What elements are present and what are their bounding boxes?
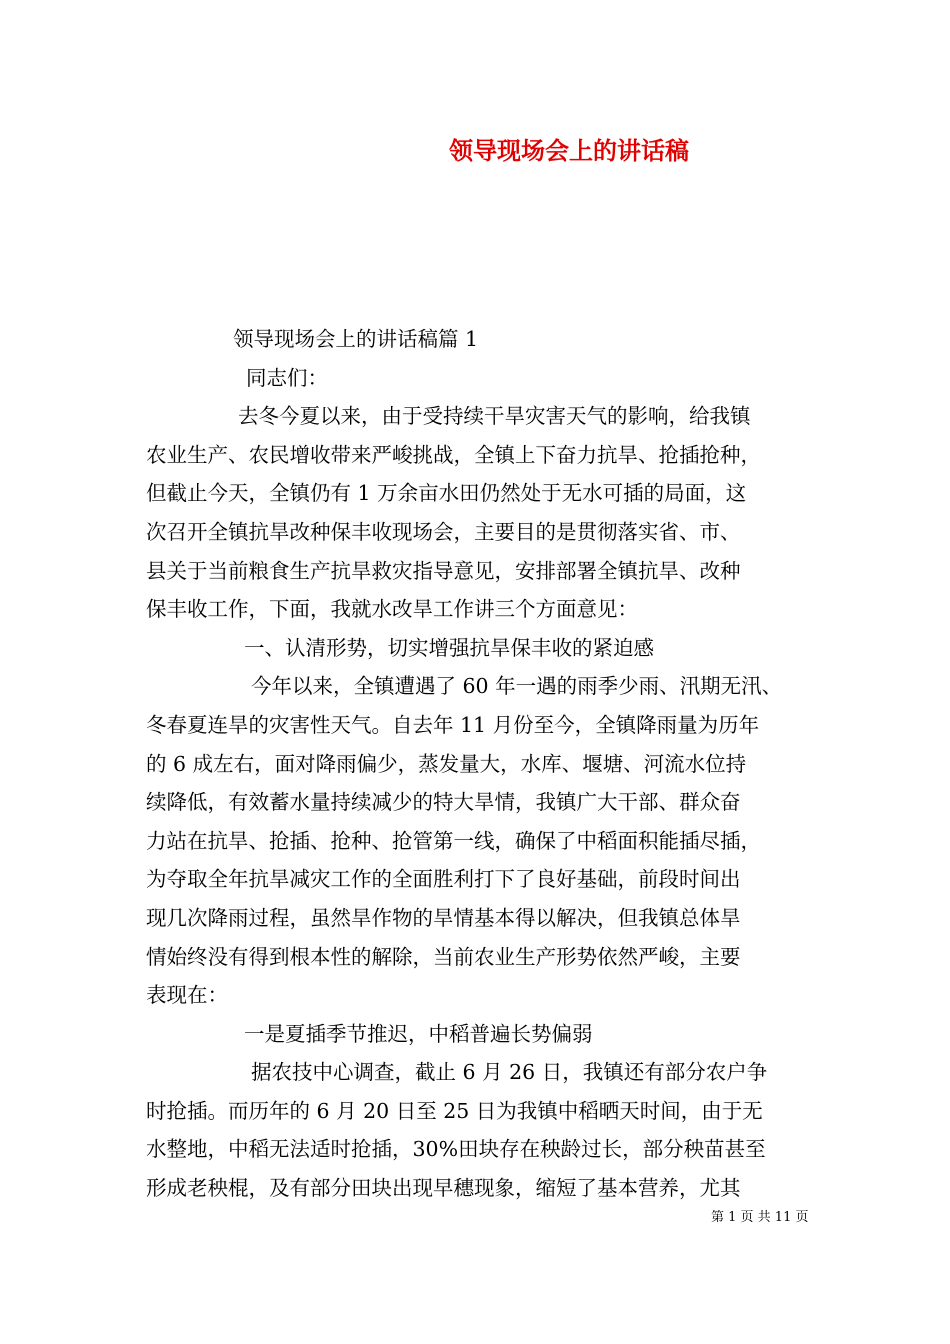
paragraph-line: 形成老秧棍，及有部分田块出现早穗现象，缩短了基本营养，尤其 — [146, 1176, 741, 1201]
paragraph-line: 现几次降雨过程，虽然旱作物的旱情基本得以解决，但我镇总体旱 — [146, 905, 741, 930]
paragraph-line: 次召开全镇抗旱改种保丰收现场会，主要目的是贯彻落实省、市、 — [146, 519, 741, 544]
paragraph-line: 为夺取全年抗旱减灾工作的全面胜利打下了良好基础，前段时间出 — [146, 867, 741, 892]
paragraph-line: 去冬今夏以来，由于受持续干旱灾害天气的影响，给我镇 — [238, 404, 751, 429]
page-footer: 第 1 页 共 11 页 — [711, 1210, 809, 1225]
document-body — [146, 320, 811, 1208]
paragraph-line: 的 6 成左右，面对降雨偏少，蒸发量大，水库、堰塘、河流水位持 — [146, 751, 747, 776]
paragraph-line: 水整地，中稻无法适时抢插，30%田块存在秧龄过长，部分秧苗甚至 — [146, 1137, 766, 1162]
paragraph-line: 冬春夏连旱的灾害性天气。自去年 11 月份至今，全镇降雨量为历年 — [146, 712, 760, 737]
paragraph-line: 农业生产、农民增收带来严峻挑战，全镇上下奋力抗旱、抢插抢种， — [146, 442, 761, 467]
paragraph-line: 表现在： — [146, 983, 228, 1008]
paragraph-line: 情始终没有得到根本性的解除，当前农业生产形势依然严峻，主要 — [146, 944, 741, 969]
subsection-heading: 一、认清形势，切实增强抗旱保丰收的紧迫感 — [244, 635, 654, 660]
paragraph-line: 力站在抗旱、抢插、抢种、抢管第一线，确保了中稻面积能插尽插， — [146, 828, 761, 853]
document-title: 领导现场会上的讲话稿 — [449, 136, 689, 165]
section-heading: 领导现场会上的讲话稿篇 1 — [233, 327, 479, 351]
paragraph-line: 时抢插。而历年的 6 月 20 日至 25 日为我镇中稻晒天时间，由于无 — [146, 1098, 763, 1123]
paragraph-line: 保丰收工作，下面，我就水改旱工作讲三个方面意见： — [146, 597, 638, 622]
paragraph-line: 今年以来，全镇遭遇了 60 年一遇的雨季少雨、汛期无汛、 — [251, 674, 783, 699]
paragraph-line: 但截止今天，全镇仍有 1 万余亩水田仍然处于无水可插的局面，这 — [146, 481, 747, 506]
salutation: 同志们： — [246, 365, 328, 390]
paragraph-line: 续降低，有效蓄水量持续减少的特大旱情，我镇广大干部、群众奋 — [146, 790, 741, 815]
paragraph-line: 县关于当前粮食生产抗旱救灾指导意见，安排部署全镇抗旱、改种 — [146, 558, 741, 583]
subsection-heading: 一是夏插季节推迟，中稻普遍长势偏弱 — [244, 1021, 593, 1046]
paragraph-line: 据农技中心调查，截止 6 月 26 日，我镇还有部分农户争 — [251, 1060, 768, 1085]
